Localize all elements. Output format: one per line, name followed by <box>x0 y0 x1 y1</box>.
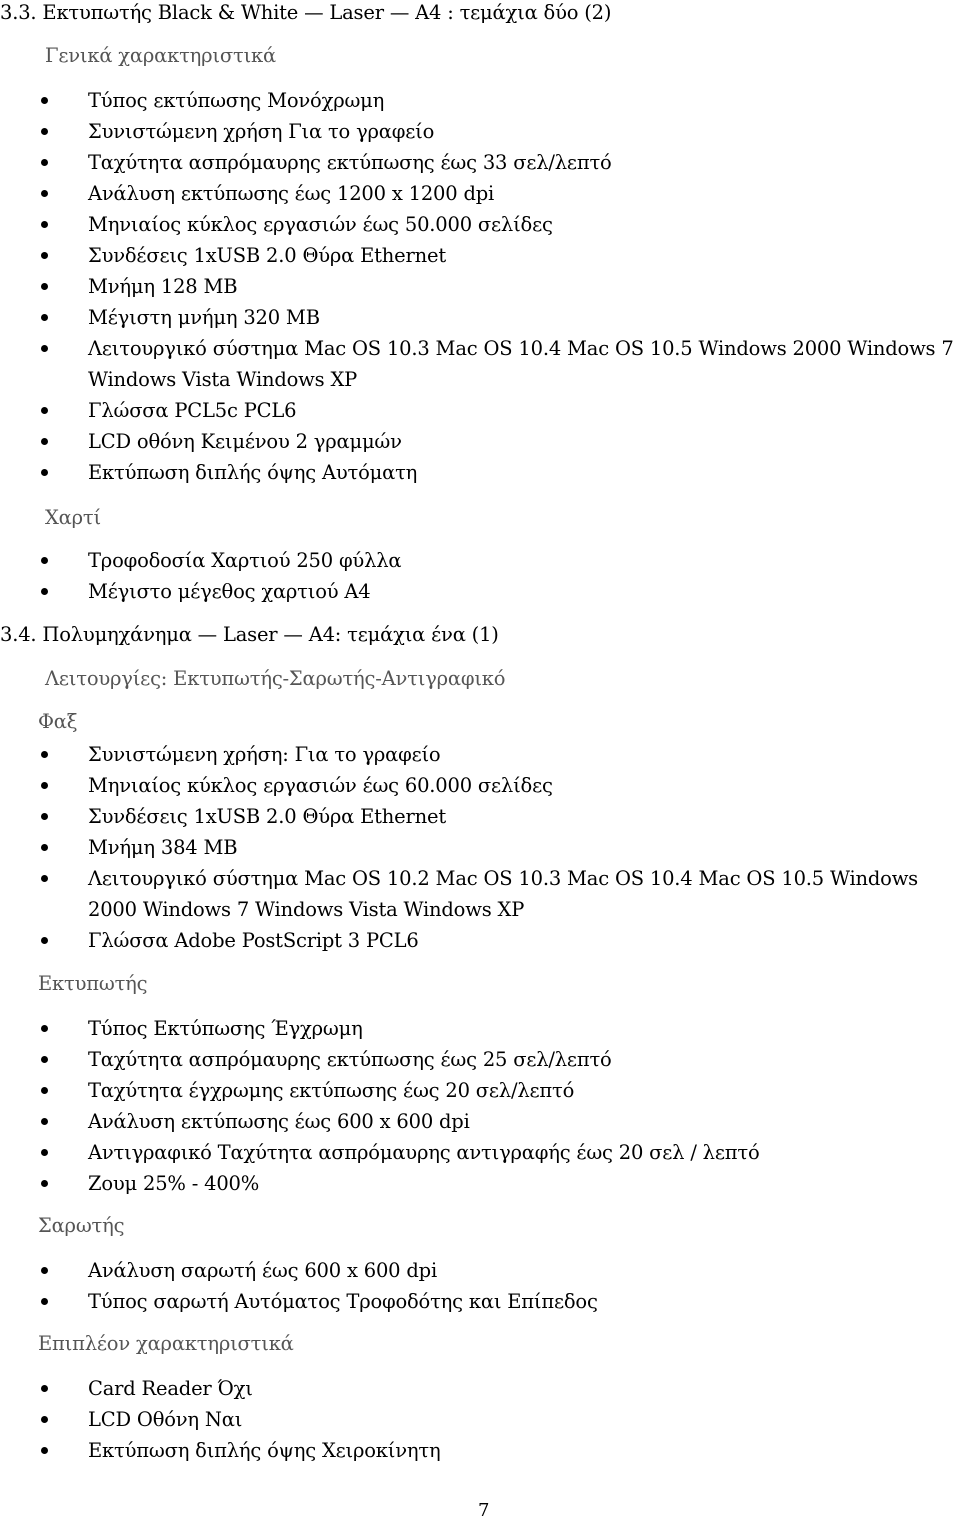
bullet-icon <box>41 1149 48 1156</box>
page-number: 7 <box>478 1500 490 1521</box>
list-item: Συνδέσεις 1xUSB 2.0 Θύρα Ethernet <box>0 240 960 271</box>
list-item: Card Reader Όχι <box>0 1373 960 1404</box>
extra-features-title: Επιπλέον χαρακτηριστικά <box>38 1332 294 1355</box>
bullet-icon <box>41 1385 48 1392</box>
fax-title: Φαξ <box>38 710 78 733</box>
list-item: Μέγιστο μέγεθος χαρτιού A4 <box>0 576 960 607</box>
bullet-icon <box>41 875 48 882</box>
bullet-icon <box>41 97 48 104</box>
bullet-icon <box>41 782 48 789</box>
bullet-icon <box>41 1025 48 1032</box>
list-item: Μηνιαίος κύκλος εργασιών έως 60.000 σελίδες <box>0 770 960 801</box>
fax-list <box>0 739 960 956</box>
bullet-icon <box>41 283 48 290</box>
list-item: Μέγιστη μνήμη 320 MB <box>0 302 960 333</box>
bullet-icon <box>41 1056 48 1063</box>
bullet-icon <box>41 252 48 259</box>
list-item: Ανάλυση εκτύπωσης έως 600 x 600 dpi <box>0 1106 960 1137</box>
bullet-icon <box>41 1180 48 1187</box>
bullet-icon <box>41 1416 48 1423</box>
scanner-list <box>0 1255 960 1317</box>
section-3-4-heading: 3.4. Πολυμηχάνημα — Laser — A4: τεμάχια ένα (1) <box>0 623 499 646</box>
bullet-icon <box>41 844 48 851</box>
bullet-icon <box>41 345 48 352</box>
list-item: Εκτύπωση διπλής όψης Αυτόματη <box>0 457 960 488</box>
list-item: Τύπος εκτύπωσης Μονόχρωμη <box>0 85 960 116</box>
list-item: Γλώσσα PCL5c PCL6 <box>0 395 960 426</box>
extra-features-list <box>0 1373 960 1466</box>
list-item: Λειτουργικό σύστημα Mac OS 10.3 Mac OS 10.4 Mac OS 10.5 Windows 2000 Windows 7 Windows Vista Windows XP <box>0 333 960 395</box>
list-item: Συνιστώμενη χρήση Για το γραφείο <box>0 116 960 147</box>
list-item: Μηνιαίος κύκλος εργασιών έως 50.000 σελίδες <box>0 209 960 240</box>
bullet-icon <box>41 813 48 820</box>
scanner-title: Σαρωτής <box>38 1214 125 1237</box>
list-item: Συνιστώμενη χρήση: Για το γραφείο <box>0 739 960 770</box>
bullet-icon <box>41 128 48 135</box>
list-item: LCD οθόνη Κειμένου 2 γραμμών <box>0 426 960 457</box>
list-item: Ανάλυση σαρωτή έως 600 x 600 dpi <box>0 1255 960 1286</box>
bullet-icon <box>41 937 48 944</box>
list-item: LCD Οθόνη Ναι <box>0 1404 960 1435</box>
bullet-icon <box>41 438 48 445</box>
bullet-icon <box>41 159 48 166</box>
bullet-icon <box>41 407 48 414</box>
printer-title: Εκτυπωτής <box>38 972 148 995</box>
list-item: Μνήμη 128 MB <box>0 271 960 302</box>
bullet-icon <box>41 469 48 476</box>
bullet-icon <box>41 557 48 564</box>
bullet-icon <box>41 1087 48 1094</box>
general-features-title: Γενικά χαρακτηριστικά <box>45 44 276 67</box>
list-item: Τύπος σαρωτή Αυτόματος Τροφοδότης και Επίπεδος <box>0 1286 960 1317</box>
list-item: Αντιγραφικό Ταχύτητα ασπρόμαυρης αντιγραφής έως 20 σελ / λεπτό <box>0 1137 960 1168</box>
list-item: Λειτουργικό σύστημα Mac OS 10.2 Mac OS 10.3 Mac OS 10.4 Mac OS 10.5 Windows 2000 Windows 7 Windows Vista Windows XP <box>0 863 936 925</box>
bullet-icon <box>41 1118 48 1125</box>
bullet-icon <box>41 221 48 228</box>
list-item: Συνδέσεις 1xUSB 2.0 Θύρα Ethernet <box>0 801 960 832</box>
list-item: Ταχύτητα ασπρόμαυρης εκτύπωσης έως 33 σελ/λεπτό <box>0 147 960 178</box>
list-item: Τύπος Εκτύπωσης Έγχρωμη <box>0 1013 960 1044</box>
list-item: Ζουμ 25% - 400% <box>0 1168 960 1199</box>
bullet-icon <box>41 1447 48 1454</box>
bullet-icon <box>41 588 48 595</box>
bullet-icon <box>41 1298 48 1305</box>
printer-list <box>0 1013 960 1199</box>
general-features-list <box>0 85 960 488</box>
bullet-icon <box>41 751 48 758</box>
section-3-3-heading: 3.3. Εκτυπωτής Black & White — Laser — A4 : τεμάχια δύο (2) <box>0 1 612 24</box>
bullet-icon <box>41 314 48 321</box>
list-item: Μνήμη 384 MB <box>0 832 960 863</box>
list-item: Ανάλυση εκτύπωσης έως 1200 x 1200 dpi <box>0 178 960 209</box>
bullet-icon <box>41 1267 48 1274</box>
list-item: Γλώσσα Adobe PostScript 3 PCL6 <box>0 925 960 956</box>
bullet-icon <box>41 190 48 197</box>
list-item: Τροφοδοσία Χαρτιού 250 φύλλα <box>0 545 960 576</box>
list-item: Ταχύτητα έγχρωμης εκτύπωσης έως 20 σελ/λεπτό <box>0 1075 960 1106</box>
paper-list <box>0 545 960 607</box>
list-item: Εκτύπωση διπλής όψης Χειροκίνητη <box>0 1435 960 1466</box>
functions-line: Λειτουργίες: Εκτυπωτής-Σαρωτής-Αντιγραφικό <box>45 667 506 690</box>
paper-title: Χαρτί <box>45 506 101 529</box>
list-item: Ταχύτητα ασπρόμαυρης εκτύπωσης έως 25 σελ/λεπτό <box>0 1044 960 1075</box>
